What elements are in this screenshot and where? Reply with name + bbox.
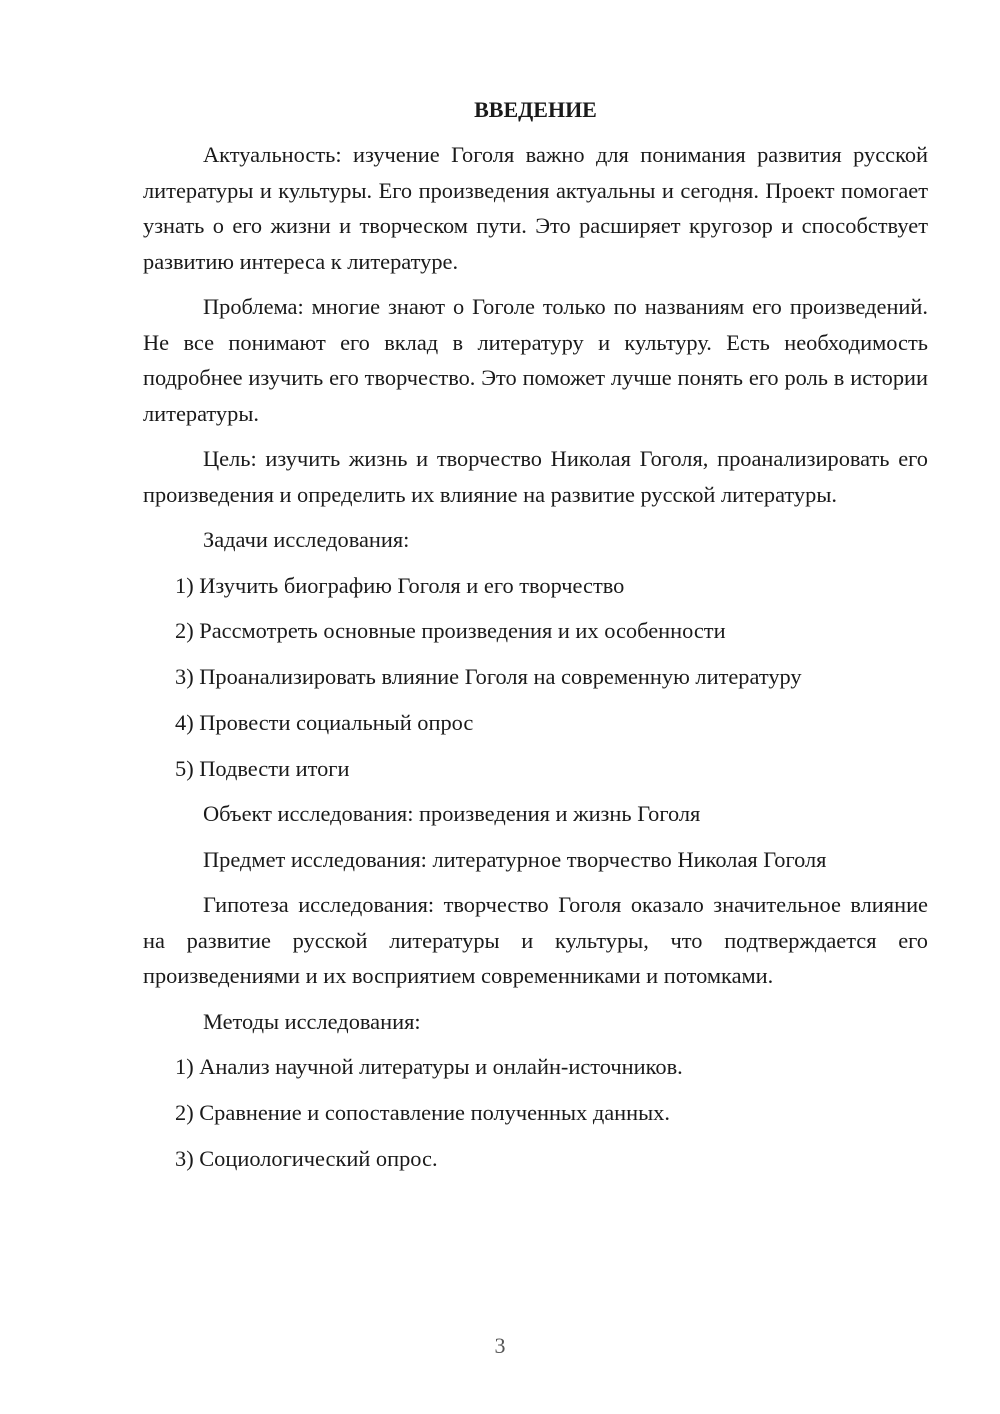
goal-paragraph: Цель: изучить жизнь и творчество Николая Гоголя, проанализировать его произведения и определить их влияние на развитие русской литературы. bbox=[143, 446, 928, 507]
tasks-heading: Задачи исследования: bbox=[203, 527, 410, 552]
section-heading: ВВЕДЕНИЕ bbox=[474, 97, 597, 122]
list-item: 1) Анализ научной литературы и онлайн-источников. bbox=[175, 1054, 683, 1080]
list-item: 3) Социологический опрос. bbox=[175, 1146, 438, 1172]
document-page bbox=[143, 92, 928, 1187]
list-item: 1) Изучить биографию Гоголя и его творчество bbox=[175, 572, 625, 598]
list-item: 2) Рассмотреть основные произведения и их особенности bbox=[175, 618, 726, 644]
subject-line: Предмет исследования: литературное творчество Николая Гоголя bbox=[203, 846, 827, 872]
hypothesis-paragraph: Гипотеза исследования: творчество Гоголя оказало значительное влияние на развитие русской литературы и культуры, что подтверждается его произведениями и их восприятием современниками и потомками. bbox=[143, 892, 928, 989]
relevance-paragraph: Актуальность: изучение Гоголя важно для понимания развития русской литературы и культуры. Его произведения актуальны и сегодня. Проект помогает узнать о его жизни и творческом пути. Это расширяет кругозор и способствует развитию интереса к литературе. bbox=[143, 142, 928, 274]
list-item: 5) Подвести итоги bbox=[175, 755, 350, 781]
page-number: 3 bbox=[494, 1333, 506, 1358]
list-item: 2) Сравнение и сопоставление полученных данных. bbox=[175, 1100, 670, 1126]
list-item: 4) Провести социальный опрос bbox=[175, 709, 474, 735]
object-line: Объект исследования: произведения и жизнь Гоголя bbox=[203, 801, 701, 827]
methods-list bbox=[143, 1049, 928, 1176]
methods-heading: Методы исследования: bbox=[203, 1008, 421, 1034]
tasks-list bbox=[143, 568, 928, 787]
problem-paragraph: Проблема: многие знают о Гоголе только по названиям его произведений. Не все понимают его вклад в литературу и культуру. Есть необходимость подробнее изучить его творчество. Это поможет лучше понять его роль в истории литературы. bbox=[143, 294, 928, 426]
list-item: 3) Проанализировать влияние Гоголя на современную литературу bbox=[175, 664, 802, 690]
